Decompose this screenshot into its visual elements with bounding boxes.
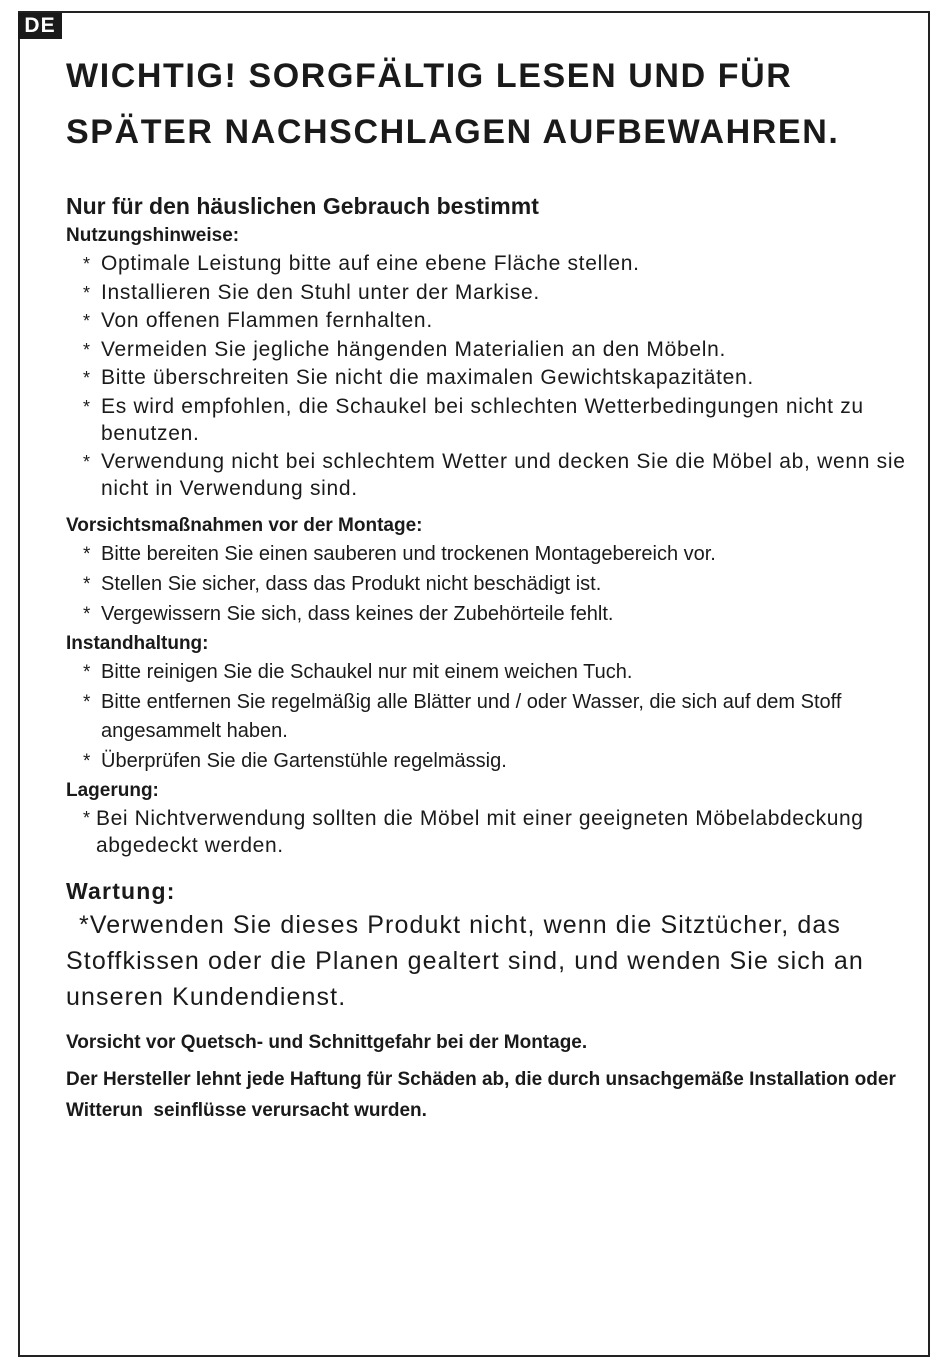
usage-list <box>66 250 906 502</box>
list-item: * Vergewissern Sie sich, dass keines der Zubehörteile fehlt. <box>66 600 906 629</box>
list-item: * Bitte reinigen Sie die Schaukel nur mit einem weichen Tuch. <box>66 658 906 687</box>
list-item: * Es wird empfohlen, die Schaukel bei schlechten Wetterbedingungen nicht zu benutzen. <box>66 393 906 447</box>
subtitle: Nur für den häuslichen Gebrauch bestimmt <box>66 193 539 219</box>
list-item: * Vermeiden Sie jegliche hängenden Materialien an den Möbeln. <box>66 336 906 363</box>
main-title <box>66 48 906 160</box>
usage-heading: Nutzungshinweise: <box>66 225 240 246</box>
storage-list <box>66 805 906 859</box>
title-line-1: WICHTIG! SORGFÄLTIG LESEN UND FÜR <box>66 57 793 95</box>
storage-section <box>66 777 906 859</box>
title-line-2: SPÄTER NACHSCHLAGEN AUFBEWAHREN. <box>66 113 840 151</box>
list-item: * Verwendung nicht bei schlechtem Wetter und decken Sie die Möbel ab, wenn sie nicht in Verwendung sind. <box>66 448 906 502</box>
document-content <box>66 48 906 1126</box>
list-item: * Von offenen Flammen fernhalten. <box>66 307 906 334</box>
maintenance-section <box>66 630 906 776</box>
language-badge: DE <box>18 13 62 39</box>
usage-section <box>66 222 906 502</box>
list-item: * Bitte bereiten Sie einen sauberen und trockenen Montagebereich vor. <box>66 540 906 569</box>
list-item: * Bitte überschreiten Sie nicht die maximalen Gewichtskapazitäten. <box>66 364 906 391</box>
storage-heading: Lagerung: <box>66 780 159 801</box>
maintenance-heading: Instandhaltung: <box>66 633 209 654</box>
service-text: *Verwenden Sie dieses Produkt nicht, wenn die Sitztücher, das Stoffkissen oder die Planen gealtert sind, und wenden Sie sich an unseren Kundendienst. <box>66 911 864 1011</box>
list-item: * Installieren Sie den Stuhl unter der Markise. <box>66 279 906 306</box>
precautions-heading: Vorsichtsmaßnahmen vor der Montage: <box>66 515 423 536</box>
liability-note: Der Hersteller lehnt jede Haftung für Schäden ab, die durch unsachgemäße Installation oder Witterun seinflüsse verursacht wurden. <box>66 1069 902 1121</box>
list-item: * Überprüfen Sie die Gartenstühle regelmässig. <box>66 747 906 776</box>
service-heading: Wartung: <box>66 878 176 904</box>
list-item: * Optimale Leistung bitte auf eine ebene Fläche stellen. <box>66 250 906 277</box>
maintenance-list <box>66 658 906 776</box>
list-item: * Bitte entfernen Sie regelmäßig alle Blätter und / oder Wasser, die sich auf dem Stoff angesammelt haben. <box>66 688 906 746</box>
warning-note: Vorsicht vor Quetsch- und Schnittgefahr bei der Montage. <box>66 1032 588 1053</box>
precautions-section <box>66 512 906 629</box>
list-item: * Stellen Sie sicher, dass das Produkt nicht beschädigt ist. <box>66 570 906 599</box>
service-section <box>66 875 906 1015</box>
precautions-list <box>66 540 906 629</box>
list-item: * Bei Nichtverwendung sollten die Möbel mit einer geeigneten Möbelabdeckung abgedeckt werden. <box>66 805 906 859</box>
